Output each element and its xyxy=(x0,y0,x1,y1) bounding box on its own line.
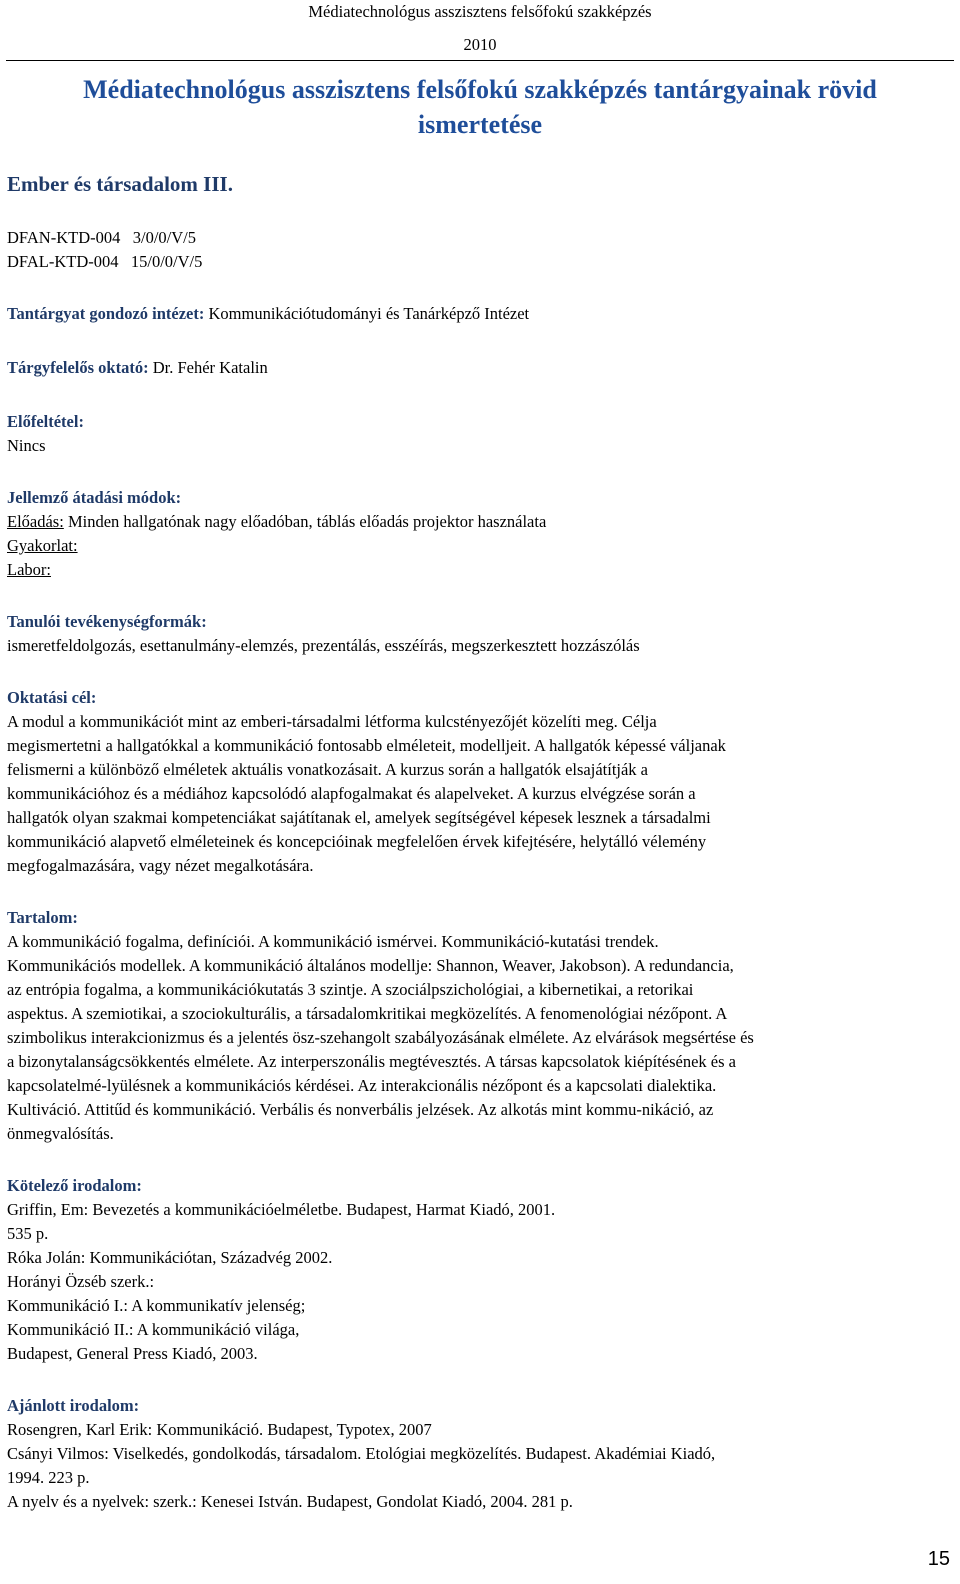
goal-line: A modul a kommunikációt mint az emberi-társadalmi létforma kulcstényezőjét közelíti meg. Célja xyxy=(7,712,657,731)
content-line: Kommunikációs modellek. A kommunikáció általános modellje: Shannon, Weaver, Jakobson). A redundancia, xyxy=(7,956,734,975)
content-line: az entrópia fogalma, a kommunikációkutatás 3 szintje. A szociálpszichológiai, a kibernetikai, a retorikai xyxy=(7,980,694,999)
required-literature-line: Róka Jolán: Kommunikációtan, Századvég 2002. xyxy=(7,1248,333,1267)
prerequisite-value: Nincs xyxy=(7,436,46,455)
goal-line: megfogalmazására, vagy nézet megalkotására. xyxy=(7,856,314,875)
course-code-row xyxy=(7,226,948,250)
required-literature-line: Kommunikáció II.: A kommunikáció világa, xyxy=(7,1320,300,1339)
course-code-row xyxy=(7,250,948,274)
activities-label: Tanulói tevékenységformák: xyxy=(7,612,207,631)
course-code: DFAL-KTD-004 xyxy=(7,252,119,271)
institute-label: Tantárgyat gondozó intézet: xyxy=(7,304,205,323)
required-literature-section xyxy=(7,1174,948,1366)
prerequisite-section xyxy=(7,410,948,458)
institute-row xyxy=(7,302,948,326)
required-literature-line: Griffin, Em: Bevezetés a kommunikációelméletbe. Budapest, Harmat Kiadó, 2001. xyxy=(7,1200,556,1219)
recommended-literature-line: A nyelv és a nyelvek: szerk.: Kenesei István. Budapest, Gondolat Kiadó, 2004. 281 p. xyxy=(7,1492,573,1511)
lecture-value: Minden hallgatónak nagy előadóban, táblás előadás projektor használata xyxy=(67,512,547,531)
content-line: A kommunikáció fogalma, definíciói. A kommunikáció ismérvei. Kommunikáció-kutatási trendek. xyxy=(7,932,659,951)
content-line: a bizonytalanságcsökkentés elmélete. Az interperszonális megtévesztés. A társas kapcsolatok kiépítésének és a xyxy=(7,1052,736,1071)
content-line: aspektus. A szemiotikai, a szociokulturális, a társadalomkritikai megközelítés. A fenomenológiai nézőpont. A xyxy=(7,1004,728,1023)
goal-line: kommunikációhoz és a médiához kapcsolódó alapfogalmakat és alapelveket. A kurzus elvégzése során a xyxy=(7,784,696,803)
goal-section xyxy=(7,686,948,878)
subject-title: Ember és társadalom III. xyxy=(7,172,233,196)
content-line: önmegvalósítás. xyxy=(7,1124,114,1143)
goal-line: hallgatók olyan szakmai kompetenciákat sajátítanak el, amelyek segítségével képesek lesznek a társadalmi xyxy=(7,808,711,827)
recommended-literature-line: 1994. 223 p. xyxy=(7,1468,90,1487)
goal-line: megismertetni a hallgatókkal a kommunikáció fontosabb elméleteit, modelljeit. A hallgatók képessé váljanak xyxy=(7,736,726,755)
activities-value: ismeretfeldolgozás, esettanulmány-elemzés, prezentálás, esszéírás, megszerkesztett hozzászólás xyxy=(7,636,640,655)
lecture-label: Előadás: xyxy=(7,512,64,531)
teacher-label: Tárgyfelelős oktató: xyxy=(7,358,149,377)
goal-line: kommunikáció alapvető elméleteinek és koncepcióinak megfelelően érvek kifejtésére, helytálló vélemény xyxy=(7,832,707,851)
required-literature-line: Budapest, General Press Kiadó, 2003. xyxy=(7,1344,258,1363)
recommended-literature-line: Rosengren, Karl Erik: Kommunikáció. Budapest, Typotex, 2007 xyxy=(7,1420,432,1439)
course-code-value: 15/0/0/V/5 xyxy=(130,252,203,271)
content-section xyxy=(7,906,948,1146)
recommended-literature-label: Ajánlott irodalom: xyxy=(7,1396,140,1415)
document-title: Médiatechnológus asszisztens felsőfokú szakképzés tantárgyainak rövid ismertetése xyxy=(83,75,877,139)
content-line: kapcsolatelmé-lyülésnek a kommunikációs kérdései. Az interakcionális nézőpont és a kapcsolati dialektika. xyxy=(7,1076,717,1095)
delivery-label: Jellemző átadási módok: xyxy=(7,488,182,507)
prerequisite-label: Előfeltétel: xyxy=(7,412,84,431)
institute-value: Kommunikációtudományi és Tanárképző Intézet xyxy=(208,304,530,323)
required-literature-line: Horányi Özséb szerk.: xyxy=(7,1272,155,1291)
course-codes xyxy=(7,226,948,274)
course-code-value: 3/0/0/V/5 xyxy=(132,228,196,247)
content-line: szimbolikus interakcionizmus és a jelentés ösz-szehangolt szabályozásának elmélete. Az elvárások megsértése és xyxy=(7,1028,754,1047)
activities-section xyxy=(7,610,948,658)
content-label: Tartalom: xyxy=(7,908,78,927)
running-header-title: Médiatechnológus asszisztens felsőfokú szakképzés xyxy=(308,2,652,21)
page-number: 15 xyxy=(927,1548,950,1570)
goal-label: Oktatási cél: xyxy=(7,688,97,707)
required-literature-line: 535 p. xyxy=(7,1224,49,1243)
course-code: DFAN-KTD-004 xyxy=(7,228,121,247)
recommended-literature-section xyxy=(7,1394,948,1514)
teacher-row xyxy=(7,356,948,380)
goal-line: felismerni a különböző elméletek aktuális vonatkozásait. A kurzus során a hallgatók elsajátítják a xyxy=(7,760,649,779)
recommended-literature-line: Csányi Vilmos: Viselkedés, gondolkodás, társadalom. Etológiai megközelítés. Budapest. Akadémiai Kiadó, xyxy=(7,1444,716,1463)
running-header-year: 2010 xyxy=(463,35,497,54)
lab-label: Labor: xyxy=(7,560,51,579)
header-rule xyxy=(6,60,954,61)
delivery-section xyxy=(7,486,948,582)
practice-label: Gyakorlat: xyxy=(7,536,78,555)
required-literature-line: Kommunikáció I.: A kommunikatív jelenség; xyxy=(7,1296,306,1315)
content-line: Kultiváció. Attitűd és kommunikáció. Verbális és nonverbális jelzések. Az alkotás mint kommu-nikáció, az xyxy=(7,1100,714,1119)
required-literature-label: Kötelező irodalom: xyxy=(7,1176,142,1195)
teacher-value: Dr. Fehér Katalin xyxy=(152,358,268,377)
